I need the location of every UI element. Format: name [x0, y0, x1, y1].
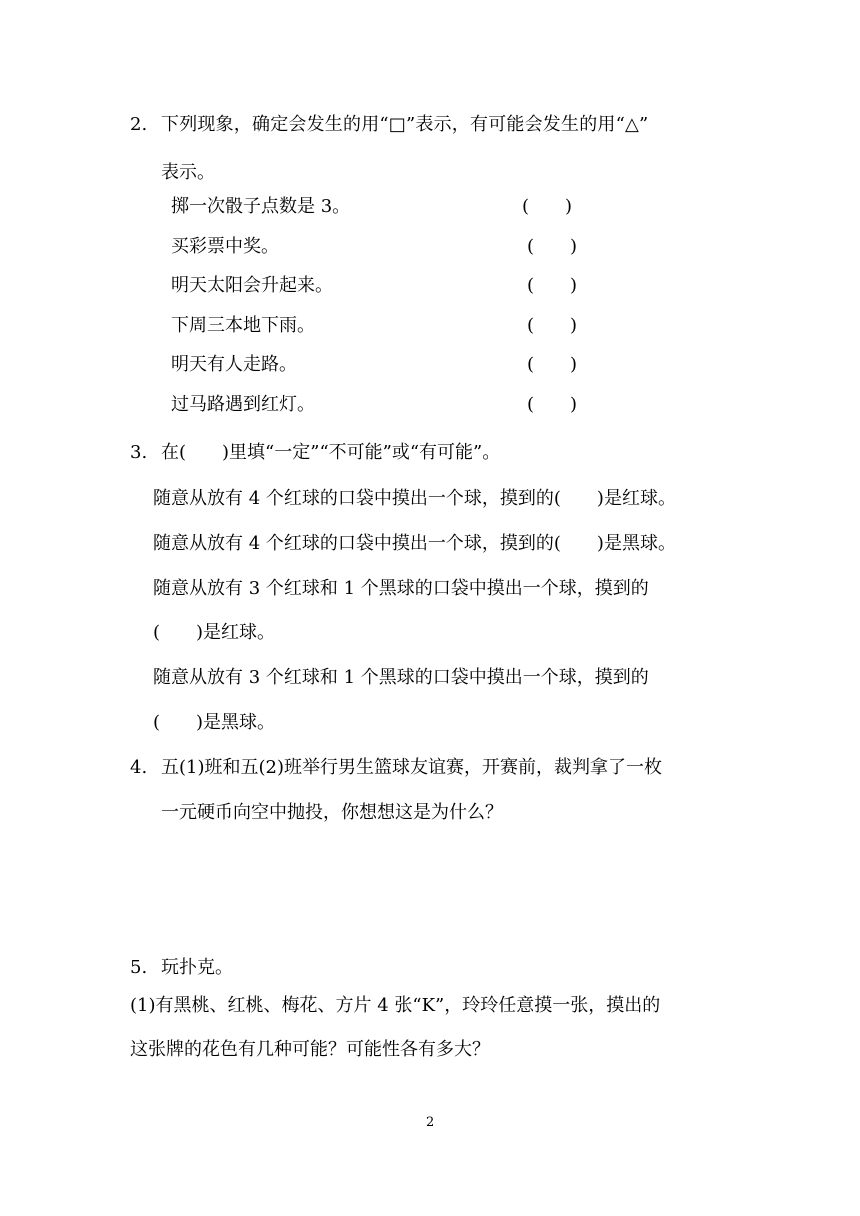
q2-item-5-blank: ( ): [527, 354, 578, 375]
q5-sub1-line2: 这张牌的花色有几种可能？可能性各有多大？: [130, 1039, 490, 1060]
q2-item-4-blank: ( ): [527, 315, 578, 336]
q4-line1: 五(1)班和五(2)班举行男生篮球友谊赛，开赛前，裁判拿了一枚: [161, 757, 662, 778]
q2-number: 2.: [130, 114, 148, 135]
q2-item-2-text: 买彩票中奖。: [171, 236, 279, 257]
q2-item-1-blank: ( ): [522, 196, 573, 217]
q3-item-4-line1: 随意从放有 3 个红球和 1 个黑球的口袋中摸出一个球，摸到的: [153, 667, 649, 688]
q2-item-4-text: 下周三本地下雨。: [171, 315, 315, 336]
q2-stem-line1: 下列现象，确定会发生的用“□”表示，有可能会发生的用“△”: [161, 114, 649, 135]
q2-stem-line2: 表示。: [161, 162, 215, 183]
q5-sub1-line1: (1)有黑桃、红桃、梅花、方片 4 张“K”，玲玲任意摸一张，摸出的: [130, 995, 661, 1016]
q3-item-2: 随意从放有 4 个红球的口袋中摸出一个球，摸到的( )是黑球。: [153, 533, 676, 554]
q2-item-3-blank: ( ): [527, 275, 578, 296]
q4-line2: 一元硬币向空中抛投，你想想这是为什么？: [161, 802, 503, 823]
q2-item-2-blank: ( ): [527, 236, 578, 257]
q4-number: 4.: [130, 757, 148, 778]
q2-item-1-text: 掷一次骰子点数是 3。: [171, 196, 351, 217]
q3-number: 3.: [130, 442, 148, 463]
q3-item-3-line2: ( )是红球。: [153, 622, 276, 643]
q3-item-3-line1: 随意从放有 3 个红球和 1 个黑球的口袋中摸出一个球，摸到的: [153, 578, 649, 599]
q3-item-1: 随意从放有 4 个红球的口袋中摸出一个球，摸到的( )是红球。: [153, 488, 676, 509]
q3-item-4-line2: ( )是黑球。: [153, 712, 276, 733]
q2-item-5-text: 明天有人走路。: [171, 354, 297, 375]
q5-title: 玩扑克。: [161, 957, 233, 978]
q3-stem: 在( )里填“一定”“不可能”或“有可能”。: [161, 442, 501, 463]
q2-item-3-text: 明天太阳会升起来。: [171, 275, 333, 296]
q2-item-6-blank: ( ): [527, 394, 578, 415]
q5-number: 5.: [130, 957, 148, 978]
q2-item-6-text: 过马路遇到红灯。: [171, 394, 315, 415]
page-number: 2: [426, 1115, 435, 1130]
